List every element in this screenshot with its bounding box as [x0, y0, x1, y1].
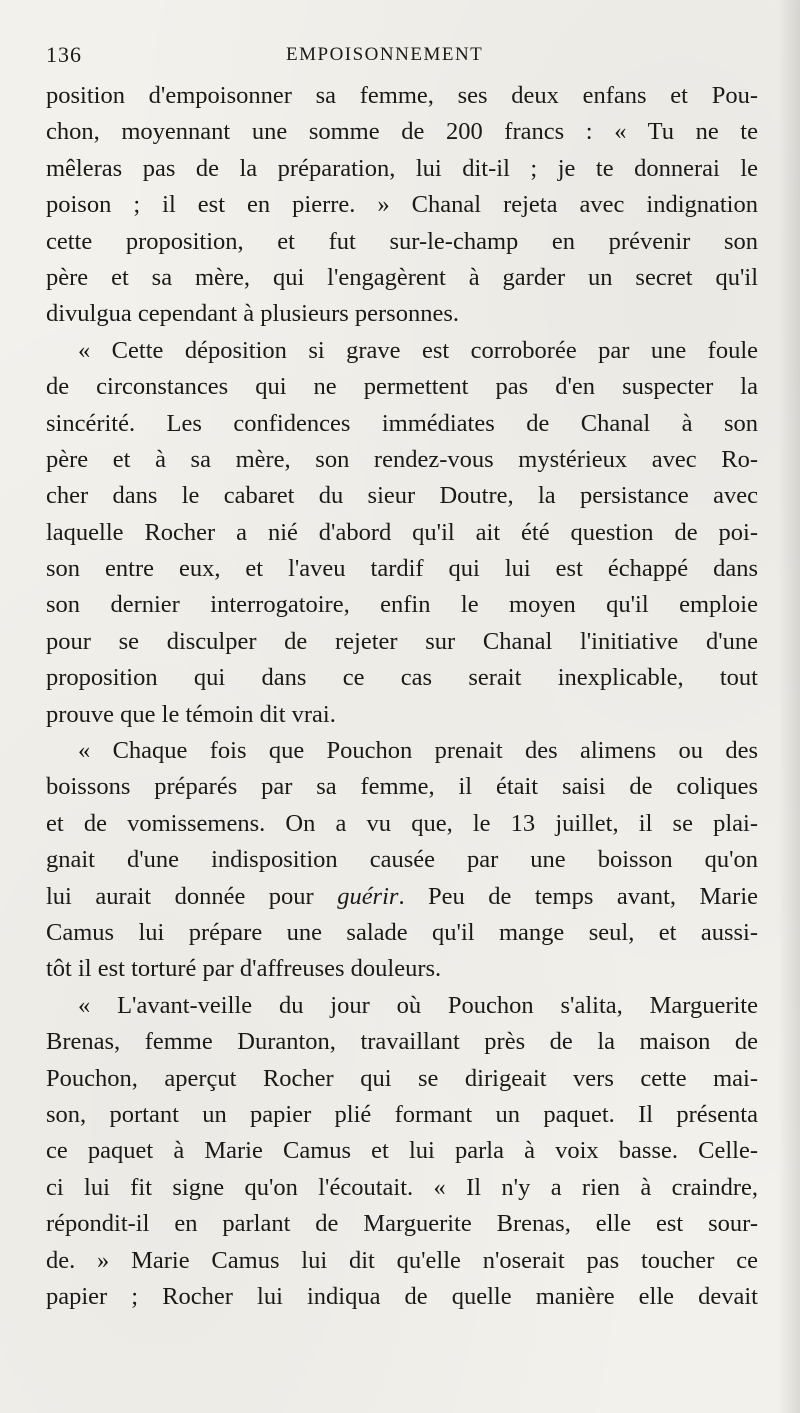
text-line: tôt il est torturé par d'affreuses douleurs.: [46, 955, 442, 983]
text-line: poison ; il est en pierre. » Chanal rejeta avec indignation: [46, 191, 758, 219]
page-number: 136: [46, 42, 82, 67]
text-line: Camus lui prépare une salade qu'il mange seul, et aussi-: [46, 918, 758, 946]
text-line: son, portant un papier plié formant un paquet. Il présenta: [46, 1100, 758, 1128]
text-line: boissons préparés par sa femme, il était saisi de coliques: [46, 773, 758, 801]
text-line: mêleras pas de la préparation, lui dit-il ; je te donnerai le: [46, 154, 758, 182]
text-line: « Cette déposition si grave est corroborée par une foule: [78, 336, 758, 364]
text-line: son dernier interrogatoire, enfin le moyen qu'il emploie: [46, 591, 758, 619]
text-line: ce paquet à Marie Camus et lui parla à voix basse. Celle-: [46, 1137, 758, 1165]
text-line: sincérité. Les confidences immédiates de Chanal à son: [46, 409, 758, 437]
page-edge-shadow: [778, 0, 800, 1413]
text-line: répondit-il en parlant de Marguerite Brenas, elle est sour-: [46, 1210, 758, 1238]
text-line: « L'avant-veille du jour où Pouchon s'alita, Marguerite: [78, 991, 758, 1019]
italic-word: guérir: [337, 882, 399, 910]
body-text: [46, 78, 758, 1315]
text-line: proposition qui dans ce cas serait inexplicable, tout: [46, 664, 758, 692]
running-title: EMPOISONNEMENT: [286, 44, 484, 65]
text-line: cher dans le cabaret du sieur Doutre, la persistance avec: [46, 482, 758, 510]
text-line: laquelle Rocher a nié d'abord qu'il ait été question de poi-: [46, 518, 758, 546]
page-header: [46, 42, 756, 72]
text-line: et de vomissemens. On a vu que, le 13 juillet, il se plai-: [46, 809, 758, 837]
text-segment: lui aurait donnée pour: [46, 882, 338, 910]
text-line: Pouchon, aperçut Rocher qui se dirigeait vers cette mai-: [46, 1064, 758, 1092]
text-line: cette proposition, et fut sur-le-champ en prévenir son: [46, 227, 758, 255]
text-segment: . Peu de temps avant, Marie: [398, 882, 758, 910]
text-line: Brenas, femme Duranton, travaillant près de la maison de: [46, 1028, 758, 1056]
text-line: pour se disculper de rejeter sur Chanal l'initiative d'une: [46, 627, 758, 655]
text-line: « Chaque fois que Pouchon prenait des alimens ou des: [78, 737, 758, 765]
text-line: ci lui fit signe qu'on l'écoutait. « Il n'y a rien à craindre,: [46, 1173, 758, 1201]
text-line: de circonstances qui ne permettent pas d'en suspecter la: [46, 373, 758, 401]
text-line: de. » Marie Camus lui dit qu'elle n'oserait pas toucher ce: [46, 1246, 758, 1274]
text-line: papier ; Rocher lui indiqua de quelle manière elle devait: [46, 1282, 758, 1310]
text-line: position d'empoisonner sa femme, ses deux enfans et Pou-: [46, 82, 758, 109]
text-line: divulgua cependant à plusieurs personnes.: [46, 300, 459, 328]
text-line: [46, 879, 758, 915]
text-line: son entre eux, et l'aveu tardif qui lui est échappé dans: [46, 555, 758, 583]
text-line: chon, moyennant une somme de 200 francs : « Tu ne te: [46, 118, 758, 146]
text-line: père et à sa mère, son rendez-vous mystérieux avec Ro-: [46, 445, 758, 473]
text-line: prouve que le témoin dit vrai.: [46, 700, 336, 728]
text-line: père et sa mère, qui l'engagèrent à garder un secret qu'il: [46, 263, 758, 291]
text-line: gnait d'une indisposition causée par une boisson qu'on: [46, 846, 758, 874]
